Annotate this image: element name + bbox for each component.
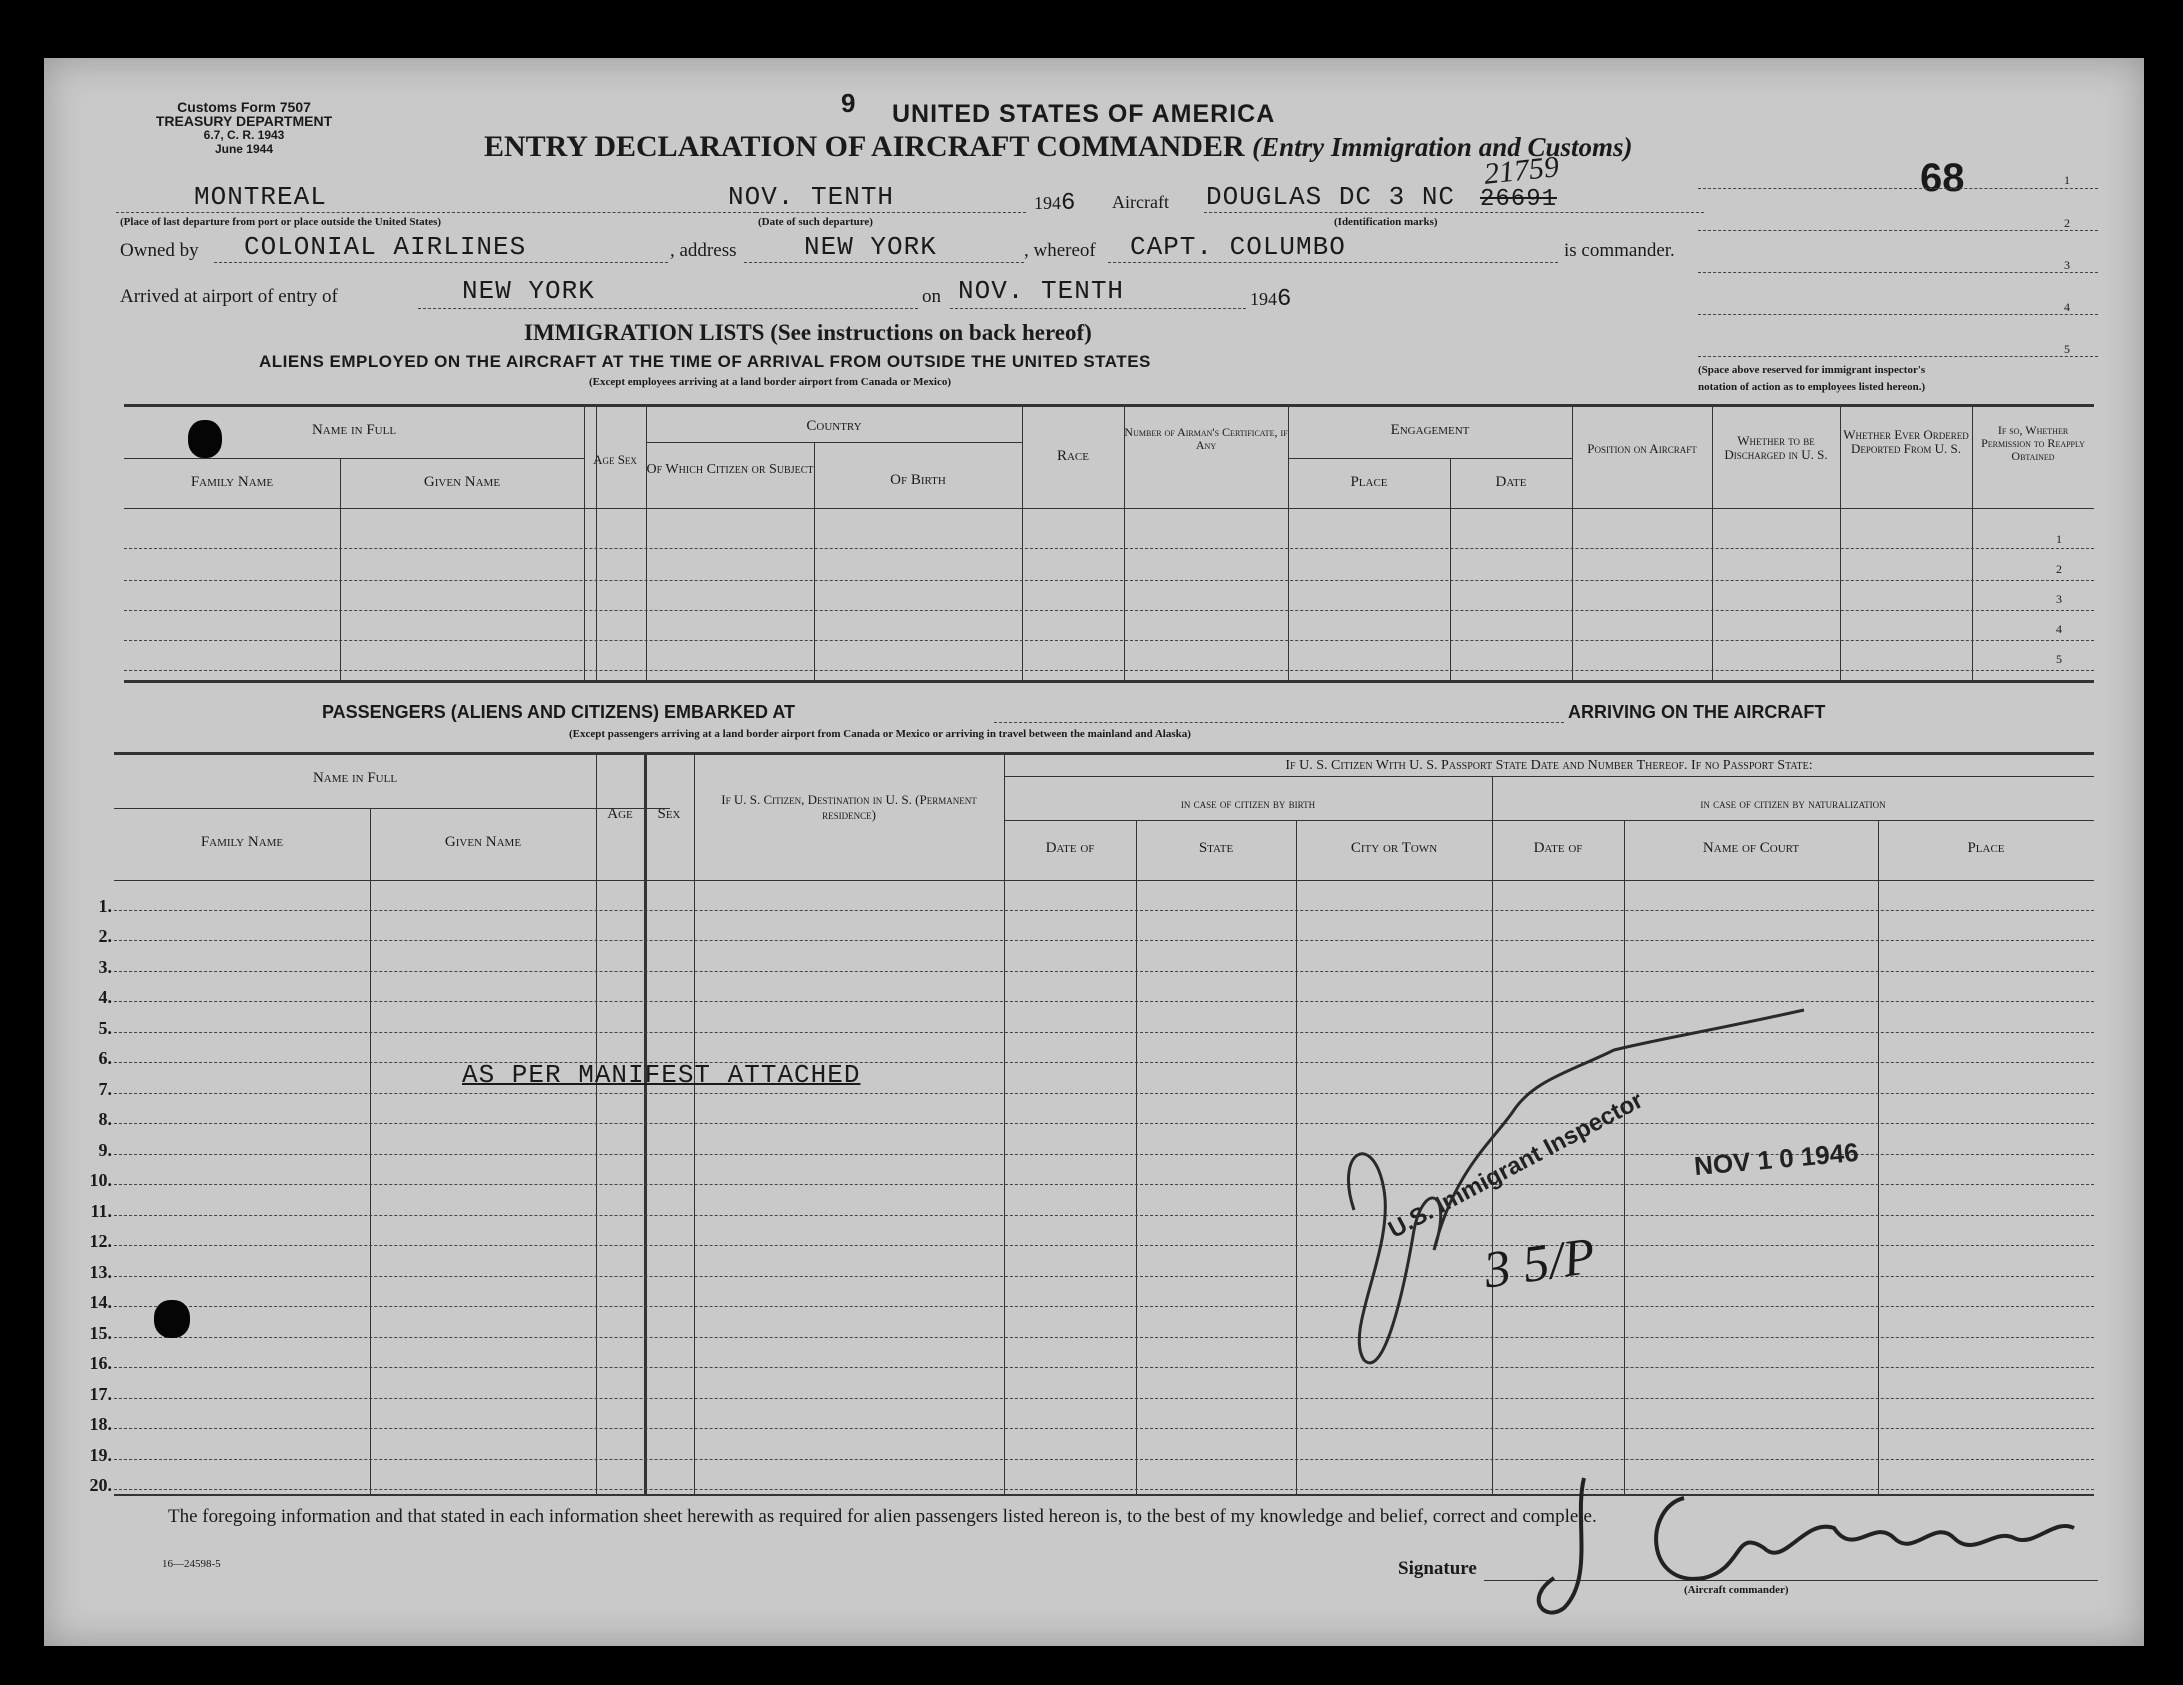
form-info-block: [124, 100, 364, 156]
pax-row-number: 14.: [89, 1292, 112, 1312]
imm-header-engagement: Engagement: [1390, 422, 1470, 438]
pax-header-age: Age: [607, 806, 633, 822]
arrival-airport: NEW YORK: [462, 276, 595, 306]
reserved-caption-1: (Space above reserved for immigrant inspector's: [1698, 364, 1926, 376]
imm-header-deported: Whether Ever Ordered Deported From U. S.: [1843, 427, 1969, 456]
page-number: 9: [841, 88, 856, 118]
imm-header-age-sex: [584, 452, 646, 468]
pax-row-number: 13.: [89, 1262, 112, 1282]
imm-header-date: Date: [1495, 474, 1527, 490]
form-sheet: [44, 58, 2144, 1646]
pax-header-date-of-2: Date of: [1533, 840, 1583, 856]
pax-row-number: 4.: [98, 987, 112, 1007]
pax-row-number: 17.: [89, 1384, 112, 1404]
reserved-number: 4: [2064, 300, 2070, 314]
pax-header-by-naturalization: in case of citizen by naturalization: [1700, 796, 1886, 811]
pax-row-number: 9.: [98, 1140, 112, 1160]
pax-header-city: City or Town: [1350, 840, 1438, 856]
immigration-note: (Except employees arriving at a land border airport from Canada or Mexico): [589, 376, 952, 388]
year-prefix: 19: [1250, 289, 1268, 309]
form-cfr: 6.7, C. R. 1943: [203, 128, 285, 142]
arrival-label: Arrived at airport of entry of: [120, 286, 338, 307]
pax-header-date-of: Date of: [1045, 840, 1095, 856]
commander-signature: [1514, 1458, 2094, 1628]
year-prefix: 19: [1034, 193, 1052, 213]
whereof-label: , whereof: [1024, 240, 1096, 261]
departure-place: MONTREAL: [194, 182, 327, 212]
departure-year: [1034, 190, 1075, 217]
pax-header-state: State: [1198, 840, 1234, 856]
immigration-title: IMMIGRATION LISTS (See instructions on back hereof): [524, 320, 1092, 345]
pax-row-number: 6.: [98, 1048, 112, 1068]
year-suffix: 4: [1052, 193, 1061, 213]
imm-header-age-label: Age: [593, 452, 615, 467]
marks-caption: (Identification marks): [1334, 216, 1438, 228]
pax-row-number: 3.: [98, 957, 112, 977]
pax-header-sex: Sex: [657, 806, 681, 822]
imm-header-given: Given Name: [423, 474, 501, 490]
imm-header-sex-label: Sex: [617, 452, 637, 467]
aircraft-marks-handwritten: 21759: [1482, 150, 1561, 191]
passengers-note: (Except passengers arriving at a land border airport from Canada or Mexico or arriving in travel between the mainland and Alaska): [569, 728, 1191, 740]
immigration-subtitle: ALIENS EMPLOYED ON THE AIRCRAFT AT THE TIME OF ARRIVAL FROM OUTSIDE THE UNITED STATES: [259, 352, 1151, 371]
commander-name: CAPT. COLUMBO: [1130, 232, 1346, 262]
arrival-date: NOV. TENTH: [958, 276, 1125, 306]
imm-header-position: Position on Aircraft: [1587, 441, 1697, 456]
pax-row-number: 15.: [89, 1323, 112, 1343]
pax-header-place: Place: [1967, 840, 2005, 856]
arrival-on-label: on: [922, 286, 941, 307]
stamp-handwritten: 3 5/P: [1480, 1227, 1599, 1300]
reserved-number: 1: [2064, 173, 2070, 187]
imm-header-family: Family Name: [190, 474, 274, 490]
imm-header-country: Country: [806, 418, 862, 434]
departure-date-caption: (Date of such departure): [758, 216, 873, 228]
punch-hole: [154, 1300, 190, 1338]
pax-row-number: 10.: [89, 1170, 112, 1190]
passengers-title-left: PASSENGERS (ALIENS AND CITIZENS) EMBARKED AT: [322, 702, 796, 722]
reserved-caption-2: notation of action as to employees listed hereon.): [1698, 381, 1926, 393]
year-typed: 6: [1277, 286, 1292, 313]
treasury-department: TREASURY DEPARTMENT: [155, 113, 333, 129]
aircraft-type: DOUGLAS DC 3 NC: [1206, 182, 1456, 212]
imm-row-number: 2: [2056, 562, 2062, 576]
pax-header-name: Name in Full: [312, 770, 398, 786]
imm-row-number: 1: [2056, 532, 2062, 546]
manifest-note: AS PER MANIFEST ATTACHED: [462, 1060, 861, 1090]
arrival-year: [1250, 286, 1291, 313]
stamp-number: 68: [1920, 156, 1965, 200]
departure-date: NOV. TENTH: [728, 182, 895, 212]
form-title-main: ENTRY DECLARATION OF AIRCRAFT COMMANDER: [484, 130, 1245, 163]
passengers-title-right: ARRIVING ON THE AIRCRAFT: [1568, 702, 1826, 722]
imm-header-birth: Of Birth: [890, 472, 946, 488]
aircraft-marks-struck: 26691: [1480, 186, 1558, 213]
commander-suffix: is commander.: [1564, 240, 1675, 261]
inspector-signature: [1314, 990, 1814, 1410]
pax-row-number: 19.: [89, 1445, 112, 1465]
stamp-date: NOV 1 0 1946: [1692, 1136, 1860, 1182]
reserved-number: 2: [2064, 216, 2070, 230]
pax-header-passport: If U. S. Citizen With U. S. Passport State Date and Number Thereof. If no Passport State:: [1285, 758, 1813, 773]
pax-header-court: Name of Court: [1702, 840, 1800, 856]
imm-header-permission: If so, Whether Permission to Reapply Obtained: [1981, 423, 2085, 463]
imm-row-number: 5: [2056, 652, 2062, 666]
pax-header-given: Given Name: [444, 834, 522, 850]
punch-hole: [188, 420, 222, 458]
print-code: 16—24598-5: [162, 1558, 221, 1570]
pax-row-number: 16.: [89, 1353, 112, 1373]
imm-header-place: Place: [1350, 474, 1388, 490]
owned-by: COLONIAL AIRLINES: [244, 232, 527, 262]
imm-header-race: Race: [1056, 448, 1089, 464]
pax-row-number: 12.: [89, 1231, 112, 1251]
signature-caption: (Aircraft commander): [1684, 1584, 1789, 1596]
inspector-stamp: U.S. Immigrant Inspector: [1384, 1086, 1648, 1244]
owned-by-label: Owned by: [120, 240, 199, 261]
pax-row-number: 11.: [90, 1201, 112, 1221]
pax-row-number: 8.: [98, 1109, 112, 1129]
pax-header-family: Family Name: [200, 834, 284, 850]
pax-row-number: 1.: [98, 896, 112, 916]
owner-address: NEW YORK: [804, 232, 937, 262]
pax-header-by-birth: in case of citizen by birth: [1180, 796, 1316, 811]
reserved-number: 5: [2064, 342, 2070, 356]
imm-header-citizen: Of Which Citizen or Subject: [646, 462, 814, 477]
pax-row-number: 18.: [89, 1414, 112, 1434]
pax-row-number: 2.: [98, 926, 112, 946]
year-typed: 6: [1061, 190, 1076, 217]
aircraft-label: Aircraft: [1112, 192, 1169, 212]
year-suffix: 4: [1268, 289, 1277, 309]
imm-row-number: 3: [2056, 592, 2062, 606]
declaration-text: The foregoing information and that stated in each information sheet herewith as required for alien passengers listed hereon is, to the best of my knowledge and belief, correct and complete.: [168, 1506, 1597, 1527]
form-title-sub: (Entry Immigration and Customs): [1252, 132, 1633, 162]
form-number: Customs Form 7507: [177, 99, 311, 115]
imm-header-cert: Number of Airman's Certificate, if Any: [1124, 425, 1288, 452]
pax-row-number: 7.: [98, 1079, 112, 1099]
address-label: , address: [670, 240, 737, 261]
pax-row-number: 20.: [89, 1475, 112, 1495]
imm-row-number: 4: [2056, 622, 2062, 636]
pax-header-destination: If U. S. Citizen, Destination in U. S. (Permanent residence): [721, 792, 977, 822]
pax-row-number: 5.: [98, 1018, 112, 1038]
departure-place-caption: (Place of last departure from port or place outside the United States): [120, 216, 442, 228]
form-title: [484, 130, 1633, 164]
form-country: UNITED STATES OF AMERICA: [892, 100, 1276, 128]
imm-header-discharged: Whether to be Discharged in U. S.: [1724, 433, 1828, 462]
signature-label: Signature: [1398, 1558, 1477, 1579]
reserved-number: 3: [2064, 258, 2070, 272]
imm-header-name: Name in Full: [311, 422, 397, 438]
form-date: June 1944: [214, 142, 274, 156]
